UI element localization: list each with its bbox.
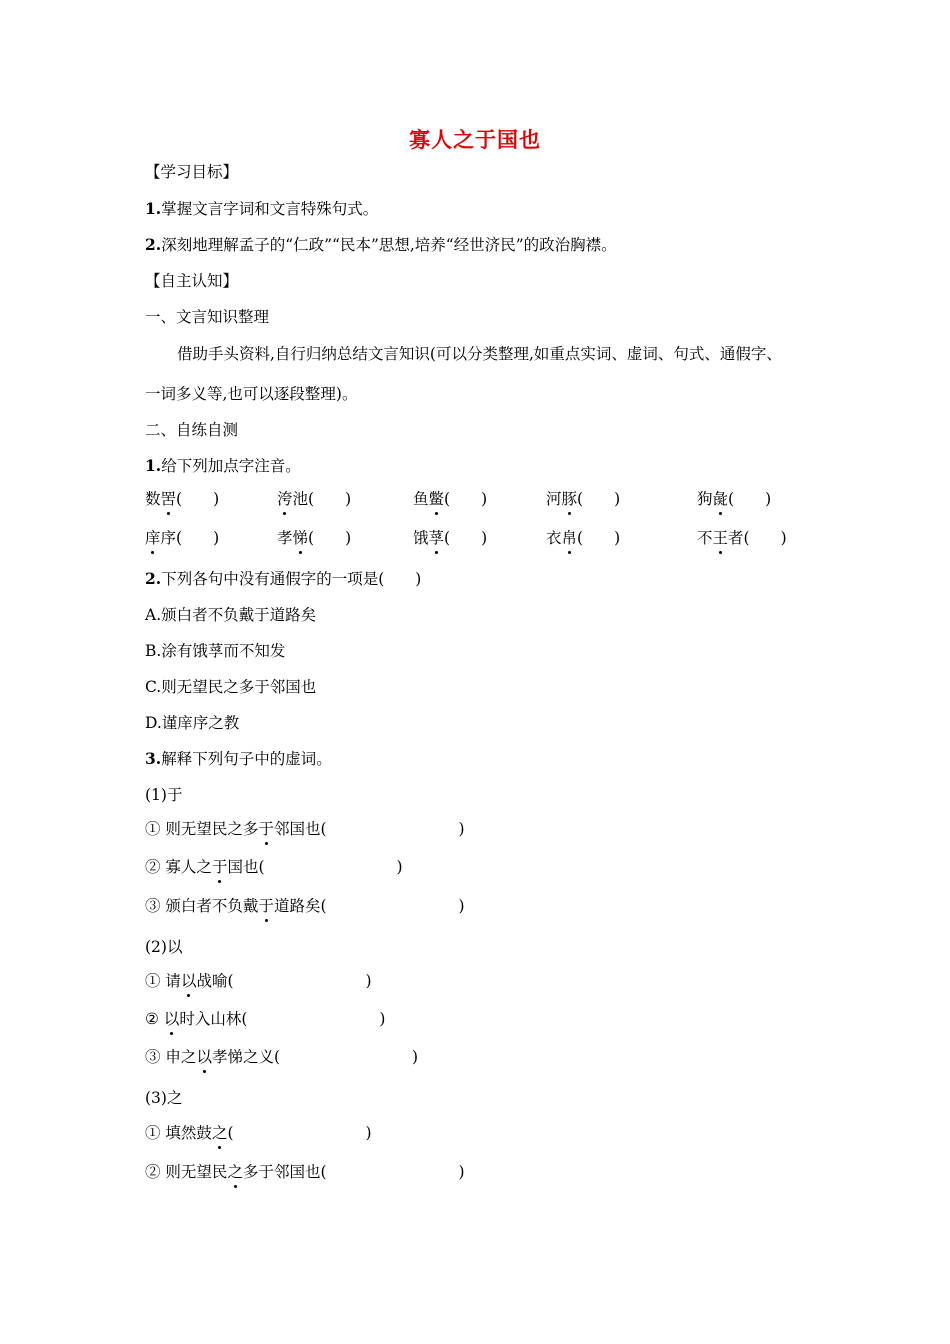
option-b: B.涂有饿莩而不知发 xyxy=(145,642,286,660)
explain-text: ② xyxy=(145,1010,164,1028)
explain-item xyxy=(145,1162,465,1182)
pinyin-text: 序( ) xyxy=(160,529,220,547)
explain-text: 孝悌之义( xyxy=(211,1048,281,1066)
dotted-char: 以 xyxy=(163,1010,180,1028)
dotted-char: 于 xyxy=(258,897,274,915)
question-1-number: 1. xyxy=(145,456,162,475)
part-2-heading: 二、自练自测 xyxy=(145,421,239,439)
dotted-char: 莩 xyxy=(428,529,445,547)
pinyin-text: 不 xyxy=(697,529,713,547)
explain-text: 邻国也( xyxy=(273,820,327,838)
paragraph-instructions-cont: 一词多义等,也可以逐段整理)。 xyxy=(145,385,358,403)
dotted-char: 以 xyxy=(196,1048,212,1066)
pinyin-item xyxy=(697,528,787,548)
dotted-char: 于 xyxy=(211,858,228,876)
section-heading-goals: 【学习目标】 xyxy=(145,163,239,181)
dotted-char: 洿 xyxy=(277,490,293,508)
pinyin-text: 数 xyxy=(145,490,161,508)
question-3-text: 解释下列句子中的虚词。 xyxy=(161,750,332,768)
group-2-heading: (2)以 xyxy=(145,938,183,956)
explain-text: 战喻( xyxy=(196,972,234,990)
pinyin-item xyxy=(277,528,351,548)
closing-paren: ) xyxy=(458,1163,465,1181)
closing-paren: ) xyxy=(458,897,465,915)
question-1 xyxy=(145,456,301,476)
pinyin-item xyxy=(697,489,771,509)
explain-item xyxy=(145,896,465,916)
explain-item xyxy=(145,1123,372,1143)
question-3 xyxy=(145,749,332,769)
pinyin-text: 饿 xyxy=(413,529,429,547)
explain-text: ① 则无望民之多 xyxy=(145,820,259,838)
closing-paren: ) xyxy=(396,858,403,876)
question-3-number: 3. xyxy=(145,749,162,768)
dotted-char: 豚 xyxy=(561,490,578,508)
paragraph-instructions: 借助手头资料,自行归纳总结文言知识(可以分类整理,如重点实词、虚词、句式、通假字、 xyxy=(177,345,782,363)
explain-text: 多于邻国也( xyxy=(242,1163,327,1181)
dotted-char: 悌 xyxy=(292,529,309,547)
pinyin-text: 鱼 xyxy=(413,490,429,508)
group-1-heading: (1)于 xyxy=(145,786,183,804)
option-c: C.则无望民之多于邻国也 xyxy=(145,678,317,696)
question-2 xyxy=(145,569,421,589)
dotted-char: 帛 xyxy=(561,529,578,547)
goal-2-text: 深刻地理解孟子的“仁政”“民本”思想,培养“经世济民”的政治胸襟。 xyxy=(161,236,617,254)
dotted-char: 之 xyxy=(227,1163,243,1181)
pinyin-text: ( ) xyxy=(577,529,621,547)
explain-text: ( xyxy=(227,1124,234,1142)
pinyin-item xyxy=(546,489,620,509)
pinyin-text: ( ) xyxy=(728,490,772,508)
pinyin-item xyxy=(145,528,219,548)
question-2-number: 2. xyxy=(145,569,162,588)
explain-text: ③ 颁白者不负戴 xyxy=(145,897,259,915)
pinyin-text: 孝 xyxy=(277,529,293,547)
closing-paren: ) xyxy=(458,820,465,838)
pinyin-text: 池( ) xyxy=(292,490,352,508)
option-a: A.颁白者不负戴于道路矣 xyxy=(145,606,317,624)
explain-item xyxy=(145,971,372,991)
dotted-char: 庠 xyxy=(145,529,161,547)
goal-2-number: 2. xyxy=(145,235,162,254)
question-2-text: 下列各句中没有通假字的一项是( ) xyxy=(161,570,422,588)
closing-paren: ) xyxy=(365,1124,372,1142)
explain-text: 国也( xyxy=(227,858,265,876)
closing-paren: ) xyxy=(412,1048,419,1066)
closing-paren: ) xyxy=(365,972,372,990)
dotted-char: 鳖 xyxy=(428,490,445,508)
dotted-char: 于 xyxy=(258,820,274,838)
explain-text: ① 请 xyxy=(145,972,181,990)
pinyin-text: ( ) xyxy=(444,490,488,508)
explain-item xyxy=(145,819,465,839)
explain-item xyxy=(145,857,403,877)
explain-text: 时入山林( xyxy=(179,1010,248,1028)
page-title: 寡人之于国也 xyxy=(409,128,541,152)
pinyin-text: 衣 xyxy=(546,529,562,547)
explain-text: ③ 申之 xyxy=(145,1048,197,1066)
explain-item xyxy=(145,1009,385,1029)
dotted-char: 彘 xyxy=(712,490,729,508)
question-1-text: 给下列加点字注音。 xyxy=(161,457,301,475)
pinyin-text: ( ) xyxy=(444,529,488,547)
pinyin-item xyxy=(413,489,487,509)
goal-1-number: 1. xyxy=(145,199,162,218)
pinyin-text: 河 xyxy=(546,490,562,508)
option-d: D.谨庠序之教 xyxy=(145,714,240,732)
pinyin-text: 狗 xyxy=(697,490,713,508)
pinyin-text: ( ) xyxy=(176,490,220,508)
closing-paren: ) xyxy=(379,1010,386,1028)
goal-1 xyxy=(145,199,378,219)
explain-text: ② 寡人之 xyxy=(145,858,212,876)
explain-text: 道路矣( xyxy=(273,897,327,915)
pinyin-item xyxy=(413,528,487,548)
dotted-char: 王 xyxy=(712,529,729,547)
pinyin-item xyxy=(546,528,620,548)
pinyin-text: 者( ) xyxy=(728,529,787,547)
goal-2 xyxy=(145,235,617,255)
section-heading-self: 【自主认知】 xyxy=(145,272,239,290)
pinyin-text: ( ) xyxy=(308,529,352,547)
group-3-heading: (3)之 xyxy=(145,1089,183,1107)
dotted-char: 之 xyxy=(211,1124,228,1142)
pinyin-text: ( ) xyxy=(577,490,621,508)
dotted-char: 罟 xyxy=(160,490,177,508)
explain-text: ① 填然鼓 xyxy=(145,1124,212,1142)
part-1-heading: 一、文言知识整理 xyxy=(145,308,270,326)
explain-text: ② 则无望民 xyxy=(145,1163,228,1181)
goal-1-text: 掌握文言字词和文言特殊句式。 xyxy=(161,200,379,218)
explain-item xyxy=(145,1047,418,1067)
dotted-char: 以 xyxy=(180,972,197,990)
pinyin-item xyxy=(277,489,351,509)
pinyin-item xyxy=(145,489,219,509)
